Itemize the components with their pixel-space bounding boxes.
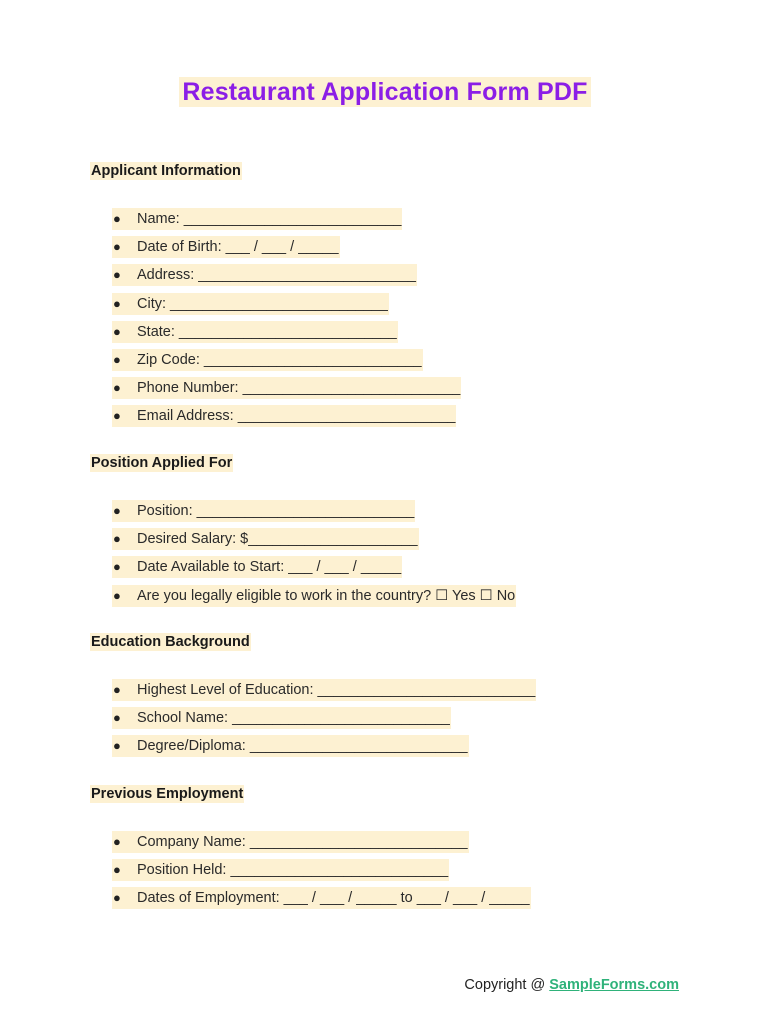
list-item[interactable] [112,735,536,763]
field-label: Phone Number: ___________________________ [137,380,461,397]
bullet-icon: ● [113,710,121,726]
bullet-icon: ● [113,862,121,878]
field-label: Company Name: ___________________________ [137,834,468,850]
list-item[interactable] [112,707,536,735]
bullet-icon: ● [113,738,121,754]
bullet-icon: ● [113,323,121,339]
bullet-icon: ● [113,267,121,283]
field-label: Highest Level of Education: ___________________________ [137,682,536,698]
field-label: State: ___________________________ [137,323,397,340]
bullet-icon: ● [113,239,121,255]
section-heading: Education Background [91,634,250,650]
list-item[interactable] [112,405,461,433]
bullet-icon: ● [113,587,121,603]
applicant-fields-list [112,208,461,434]
list-item[interactable] [112,679,536,707]
field-label: Are you legally eligible to work in the country? ☐ Yes ☐ No [137,587,516,604]
field-label: Email Address: ___________________________ [137,408,456,425]
field-label: Position: ___________________________ [137,503,415,519]
bullet-icon: ● [113,503,121,518]
field-label: Desired Salary: $_____________________ [137,531,418,548]
copyright-text: Copyright @ [464,977,550,993]
field-label: Position Held: ___________________________ [137,862,449,879]
bullet-icon: ● [113,890,121,906]
bullet-icon: ● [113,295,121,311]
field-label: Dates of Employment: ___ / ___ / _____ to ___ / ___ / _____ [137,890,530,907]
bullet-icon: ● [113,559,121,575]
list-item[interactable] [112,264,461,292]
field-label: School Name: ___________________________ [137,710,450,727]
list-item[interactable] [112,528,516,556]
section-heading-education [90,633,251,651]
list-item[interactable] [112,556,516,584]
sampleforms-link[interactable]: SampleForms.com [549,977,679,993]
copyright-footer [464,977,679,993]
field-label: Zip Code: ___________________________ [137,351,422,368]
section-heading-applicant [90,162,242,180]
position-fields-list [112,500,516,613]
list-item[interactable] [112,208,461,236]
section-heading: Applicant Information [91,163,241,179]
list-item[interactable] [112,887,531,915]
section-heading: Position Applied For [91,455,233,471]
field-label: Date of Birth: ___ / ___ / _____ [137,239,339,256]
list-item[interactable] [112,321,461,349]
section-heading-position [90,454,233,472]
list-item[interactable] [112,585,516,613]
bullet-icon: ● [113,408,121,424]
field-label: Date Available to Start: ___ / ___ / _____ [137,559,402,576]
list-item[interactable] [112,831,531,859]
field-label: Degree/Diploma: ___________________________ [137,738,468,755]
section-heading-employment [90,785,244,803]
bullet-icon: ● [113,531,121,547]
list-item[interactable] [112,293,461,321]
list-item[interactable] [112,859,531,887]
list-item[interactable] [112,236,461,264]
field-label: Address: ___________________________ [137,267,416,284]
list-item[interactable] [112,349,461,377]
bullet-icon: ● [113,380,121,396]
bullet-icon: ● [113,834,121,849]
education-fields-list [112,679,536,764]
section-heading: Previous Employment [91,786,244,802]
list-item[interactable] [112,500,516,528]
bullet-icon: ● [113,211,121,226]
bullet-icon: ● [113,682,121,697]
form-title-wrap [0,78,770,107]
bullet-icon: ● [113,351,121,367]
field-label: Name: ___________________________ [137,211,402,227]
list-item[interactable] [112,377,461,405]
employment-fields-list [112,831,531,916]
field-label: City: ___________________________ [137,295,388,312]
form-title: Restaurant Application Form PDF [179,77,590,107]
